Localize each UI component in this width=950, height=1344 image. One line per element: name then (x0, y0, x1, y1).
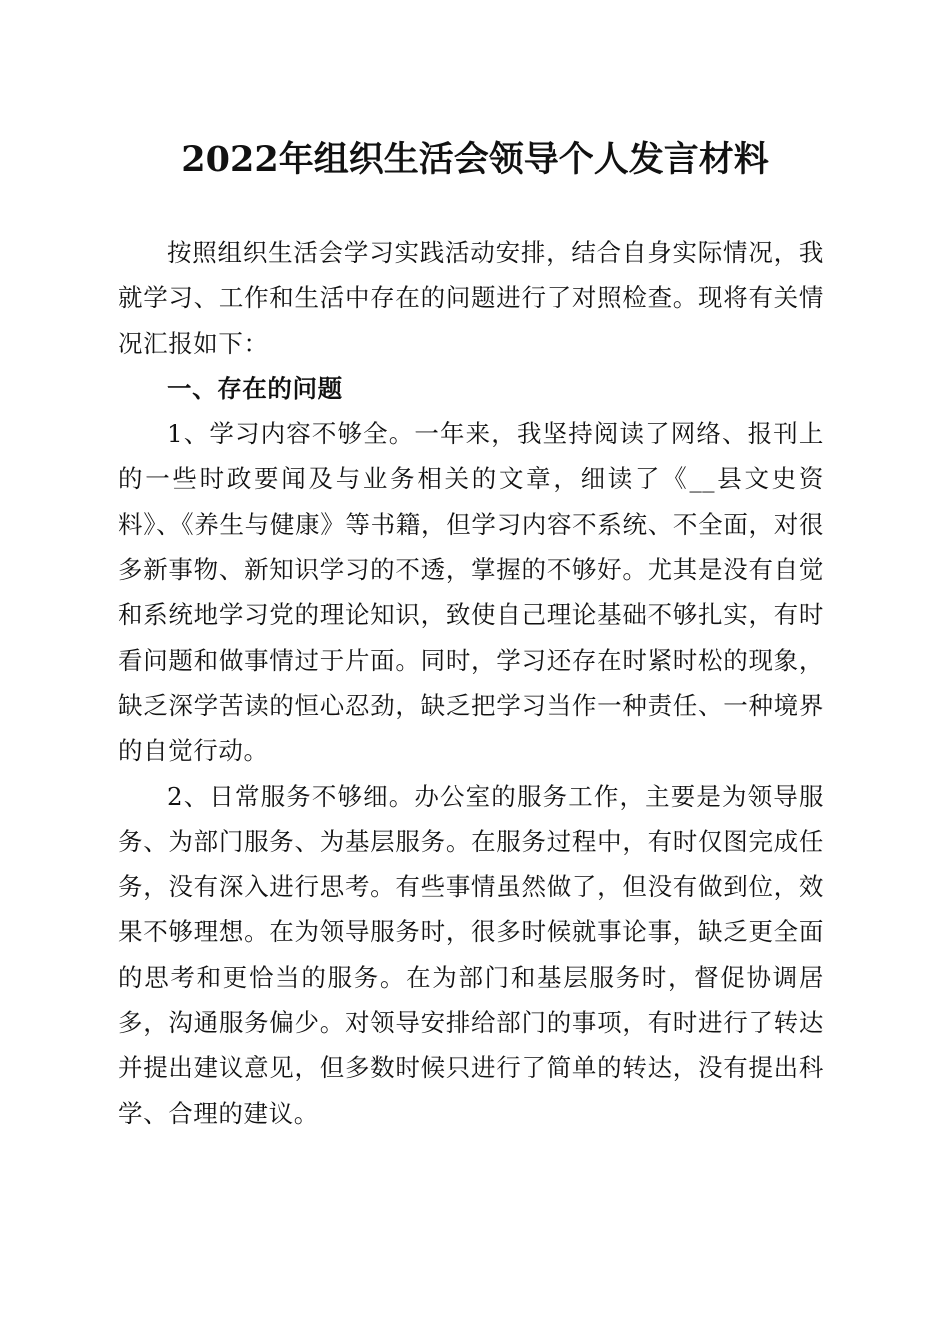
item-paragraph-1: 1、学习内容不够全。一年来，我坚持阅读了网络、报刊上的一些时政要闻及与业务相关的文章，细读了《__县文史资料》、《养生与健康》等书籍，但学习内容不系统、不全面，对很多新事物、新知识学习的不透，掌握的不够好。尤其是没有自觉和系统地学习党的理论知识，致使自己理论基础不够扎实，有时看问题和做事情过于片面。同时，学习还存在时紧时松的现象，缺乏深学苦读的恒心忍劲，缺乏把学习当作一种责任、一种境界的自觉行动。 (118, 419, 824, 766)
item-paragraph-2: 2、日常服务不够细。办公室的服务工作，主要是为领导服务、为部门服务、为基层服务。在服务过程中，有时仅图完成任务，没有深入进行思考。有些事情虽然做了，但没有做到位，效果不够理想。在为领导服务时，很多时候就事论事，缺乏更全面的思考和更恰当的服务。在为部门和基层服务时，督促协调居多，沟通服务偏少。对领导安排给部门的事项，有时进行了转达并提出建议意见，但多数时候只进行了简单的转达，没有提出科学、合理的建议。 (118, 781, 824, 1128)
intro-paragraph: 按照组织生活会学习实践活动安排，结合自身实际情况，我就学习、工作和生活中存在的问题进行了对照检查。现将有关情况汇报如下： (118, 238, 824, 358)
section-heading: 一、存在的问题 (167, 373, 343, 403)
document-body (118, 230, 824, 1136)
document-title: 2022年组织生活会领导个人发言材料 (181, 139, 769, 180)
